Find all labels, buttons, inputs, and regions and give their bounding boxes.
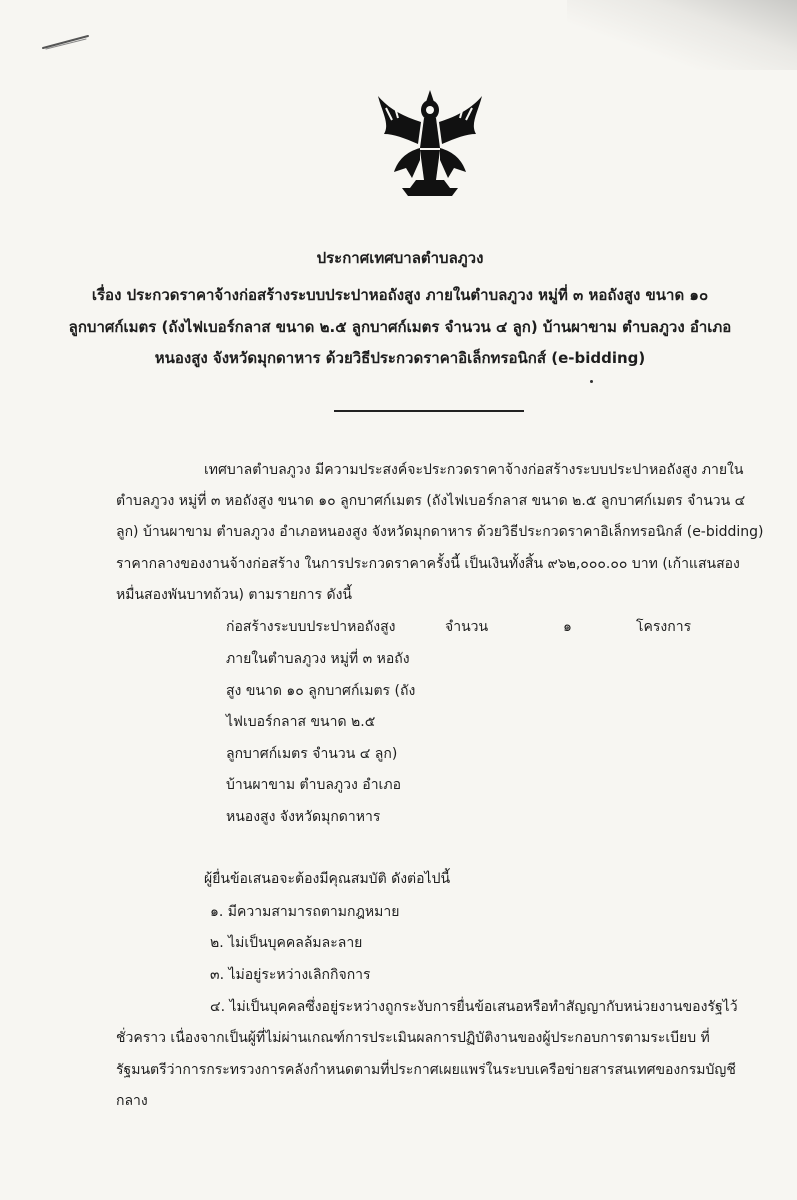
intro-line: หมื่นสองพันบาทถ้วน) ตามรายการ ดังนี้	[116, 587, 352, 603]
project-description-line: ภายในตำบลภูวง หมู่ที่ ๓ หอถัง	[226, 651, 410, 667]
project-description-line: ก่อสร้างระบบประปาหอถังสูง	[226, 619, 396, 635]
project-description-line: ไฟเบอร์กลาส ขนาด ๒.๕	[226, 714, 376, 730]
quantity-value: ๑	[563, 619, 572, 635]
qualification-item: ๑. มีความสามารถตามกฎหมาย	[210, 904, 400, 920]
garuda-emblem-icon	[372, 88, 488, 200]
qualification-4-line: ๔. ไม่เป็นบุคคลซึ่งอยู่ระหว่างถูกระงับการยื่นข้อเสนอหรือทำสัญญากับหน่วยงานของรัฐไว้	[210, 999, 738, 1015]
intro-line: เทศบาลตำบลภูวง มีความประสงค์จะประกวดราคาจ้างก่อสร้างระบบประปาหอถังสูง ภายใน	[204, 462, 744, 478]
qualification-4-line: กลาง	[116, 1093, 148, 1109]
qualification-4-line: รัฐมนตรีว่าการกระทรวงการคลังกำหนดตามที่ประกาศเผยแพร่ในระบบเครือข่ายสารสนเทศของกรมบัญชี	[116, 1062, 736, 1078]
issuer-title: ประกาศเทศบาลตำบลภูวง	[316, 249, 484, 267]
qualification-item: ๒. ไม่เป็นบุคคลล้มละลาย	[210, 935, 363, 951]
quantity-unit: โครงการ	[636, 619, 692, 635]
qualification-4-line: ชั่วคราว เนื่องจากเป็นผู้ที่ไม่ผ่านเกณฑ์การประเมินผลการปฏิบัติงานของผู้ประกอบการตามระเบียบ ที่	[116, 1030, 710, 1046]
quantity-label: จำนวน	[445, 619, 489, 635]
qualification-heading: ผู้ยื่นข้อเสนอจะต้องมีคุณสมบัติ ดังต่อไปนี้	[204, 871, 451, 887]
project-description-line: สูง ขนาด ๑๐ ลูกบาศก์เมตร (ถัง	[226, 683, 416, 699]
scan-shadow	[567, 0, 797, 70]
pen-stroke-mark	[40, 30, 92, 52]
intro-line: ตำบลภูวง หมู่ที่ ๓ หอถังสูง ขนาด ๑๐ ลูกบาศก์เมตร (ถังไฟเบอร์กลาส ขนาด ๒.๕ ลูกบาศก์เมตร จำนวน ๔	[116, 493, 746, 509]
intro-line: ราคากลางของงานจ้างก่อสร้าง ในการประกวดราคาครั้งนี้ เป็นเงินทั้งสิ้น ๙๖๒,๐๐๐.๐๐ บาท (เก้าแสนสอง	[116, 556, 740, 572]
intro-line: ลูก) บ้านผาขาม ตำบลภูวง อำเภอหนองสูง จังหวัดมุกดาหาร ด้วยวิธีประกวดราคาอิเล็กทรอนิกส์ (e-bidding)	[116, 524, 764, 540]
title-divider	[334, 410, 524, 412]
ink-dot	[590, 380, 593, 383]
project-description-line: บ้านผาขาม ตำบลภูวง อำเภอ	[226, 777, 401, 793]
subject-line: ลูกบาศก์เมตร (ถังไฟเบอร์กลาส ขนาด ๒.๕ ลูกบาศก์เมตร จำนวน ๔ ลูก) บ้านผาขาม ตำบลภูวง อำเภอ	[68, 318, 732, 336]
project-description-line: ลูกบาศก์เมตร จำนวน ๔ ลูก)	[226, 746, 398, 762]
subject-line: เรื่อง ประกวดราคาจ้างก่อสร้างระบบประปาหอถังสูง ภายในตำบลภูวง หมู่ที่ ๓ หอถังสูง ขนาด ๑๐	[91, 286, 709, 304]
qualification-item: ๓. ไม่อยู่ระหว่างเลิกกิจการ	[210, 967, 371, 983]
project-description-line: หนองสูง จังหวัดมุกดาหาร	[226, 809, 381, 825]
subject-line: หนองสูง จังหวัดมุกดาหาร ด้วยวิธีประกวดราคาอิเล็กทรอนิกส์ (e-bidding)	[154, 349, 646, 367]
